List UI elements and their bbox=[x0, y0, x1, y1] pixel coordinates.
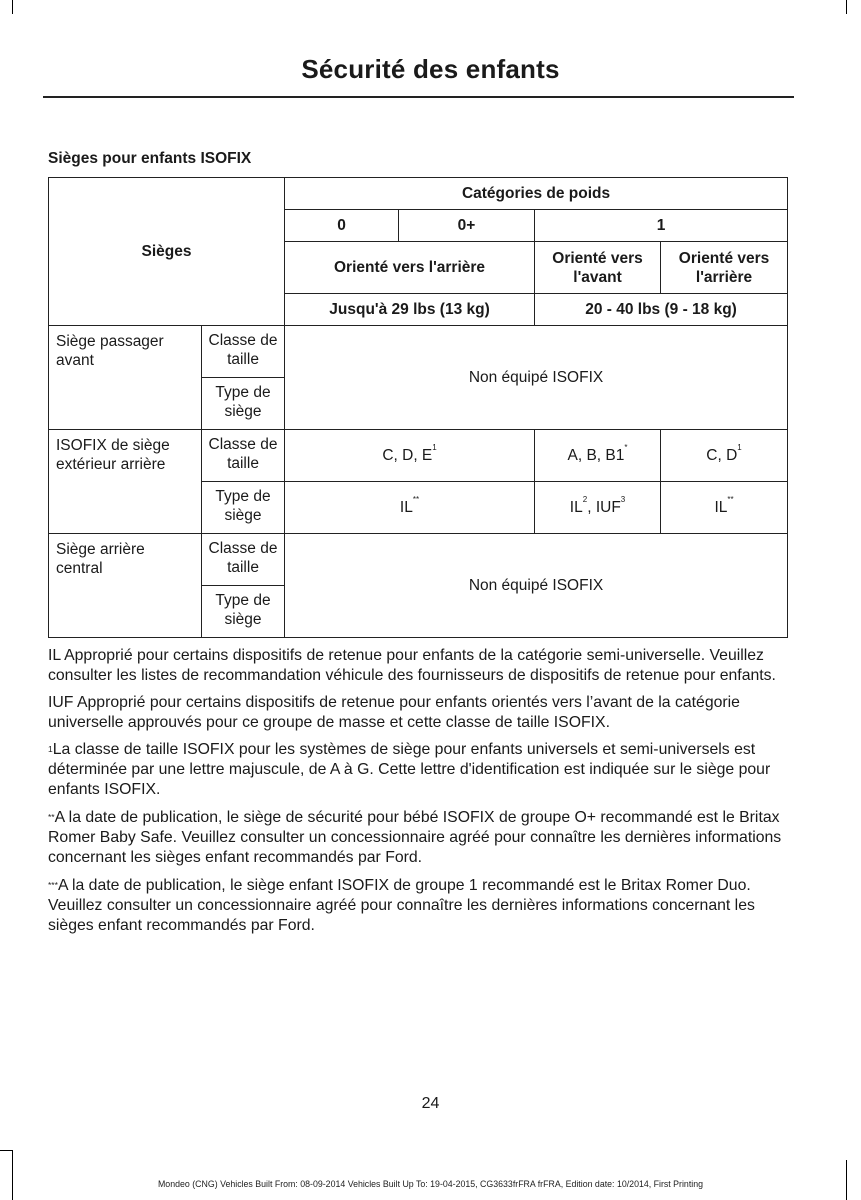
header-seats: Sièges bbox=[49, 178, 285, 326]
footnote-3: ***A la date de publication, le siège enfant ISOFIX de groupe 1 recommandé est le Britax Romer Duo. Veuillez consulter un concessionnaire agréé pour connaître les dernières informations concernant les sièges enfant recommandés par Ford. bbox=[48, 877, 755, 934]
note-il: IL Approprié pour certains dispositifs de retenue pour enfants de la catégorie semi-universelle. Veuillez consulter les listes de recommandation véhicule des fournisseurs de dispositifs de retenue pour enfants. bbox=[48, 647, 776, 684]
not-equipped-front: Non équipé ISOFIX bbox=[285, 326, 788, 430]
section-title: Sièges pour enfants ISOFIX bbox=[48, 150, 252, 167]
header-rear-facing: Orienté vers l'arrière bbox=[285, 242, 535, 294]
header-rear-facing-1: Orienté vers l'arrière bbox=[661, 242, 788, 294]
crop-mark-bottom-left bbox=[12, 1150, 13, 1200]
header-forward-facing-1: Orienté vers l'avant bbox=[535, 242, 661, 294]
footnote-1: $^1$La classe de taille ISOFIX pour les systèmes de siège pour enfants universels et semi-universels est déterminée par une lettre majuscule, de A à G. Cette lettre d'identification est indiquée sur le siège pour enfants ISOFIX. bbox=[48, 741, 771, 798]
header-weight-0: Jusqu'à 29 lbs (13 kg) bbox=[285, 294, 535, 326]
crop-mark-top-right bbox=[846, 0, 847, 14]
header-weight-categories: Catégories de poids bbox=[285, 178, 788, 210]
outer-rear-type-rear: IL** bbox=[285, 482, 535, 534]
title-rule bbox=[43, 96, 794, 98]
page-title: Sécurité des enfants bbox=[301, 54, 560, 84]
crop-mark-bottom-left-h bbox=[0, 1150, 13, 1151]
header-group-0: 0 bbox=[285, 210, 399, 242]
note-iuf: IUF Approprié pour certains dispositifs de retenue pour enfants orientés vers l’avant de la catégorie universelle approuvés pour ce groupe de masse et cette classe de taille ISOFIX. bbox=[48, 694, 740, 731]
notes bbox=[48, 646, 793, 944]
isofix-table bbox=[48, 177, 788, 638]
footnote-2: **A la date de publication, le siège de sécurité pour bébé ISOFIX de groupe O+ recommandé est le Britax Romer Baby Safe. Veuillez consulter un concessionnaire agréé pour connaître les dernières informations concernant les sièges enfant recommandés par Ford. bbox=[48, 809, 782, 866]
outer-rear-size-rear: C, D, $E^1$ bbox=[285, 430, 535, 482]
crop-mark-top-left bbox=[12, 0, 13, 14]
header-group-0plus: 0+ bbox=[399, 210, 535, 242]
row-center-rear: Siège arrière central bbox=[49, 534, 202, 638]
size-class-label: Classe de taille bbox=[202, 534, 285, 586]
size-class-label: Classe de taille bbox=[202, 326, 285, 378]
seat-type-label: Type de siège bbox=[202, 378, 285, 430]
outer-rear-size-rear1: C, $D^1$ bbox=[661, 430, 788, 482]
size-class-label: Classe de taille bbox=[202, 430, 285, 482]
not-equipped-center: Non équipé ISOFIX bbox=[285, 534, 788, 638]
seat-type-label: Type de siège bbox=[202, 586, 285, 638]
seat-type-label: Type de siège bbox=[202, 482, 285, 534]
outer-rear-type-forward: $IL^2$, IUF$^3$ bbox=[535, 482, 661, 534]
outer-rear-size-forward: A, B, B1* bbox=[535, 430, 661, 482]
page-number: 24 bbox=[421, 1095, 440, 1112]
row-outer-rear: ISOFIX de siège extérieur arrière bbox=[49, 430, 202, 534]
footer-text: Mondeo (CNG) Vehicles Built From: 08-09-2014 Vehicles Built Up To: 19-04-2015, CG3633frFRA frFRA, Edition date: 10/2014, First Printing bbox=[157, 1179, 704, 1189]
row-front-passenger: Siège passager avant bbox=[49, 326, 202, 430]
header-group-1: 1 bbox=[535, 210, 788, 242]
header-weight-1: 20 - 40 lbs (9 - 18 kg) bbox=[535, 294, 788, 326]
outer-rear-type-rear1: IL** bbox=[661, 482, 788, 534]
